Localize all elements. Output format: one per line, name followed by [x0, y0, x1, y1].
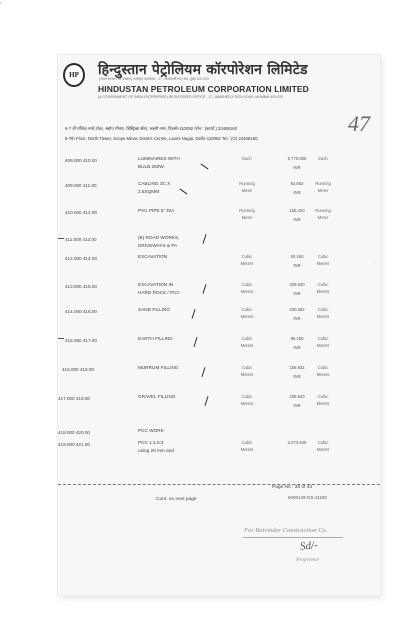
per-line: Cubic [317, 307, 329, 312]
item-rate-unit [310, 253, 336, 267]
item-rate-unit [310, 306, 336, 320]
per-line: Meters [316, 289, 330, 294]
description-line: LUMINAIRES WITH [138, 156, 180, 161]
description-line: MURRUM FILLING [138, 365, 179, 370]
company-name-hindi: हिन्दुस्तान पेट्रोलियम कॉरपोरेशन लिमिटेड [98, 62, 308, 78]
item-unit [234, 364, 260, 378]
per-line: Cubic [317, 394, 329, 399]
item-code: 410.000 412.00 [65, 210, 97, 215]
item-description [138, 306, 170, 314]
document-id: 6000149-GS-11100 [288, 495, 327, 500]
unit-line: Each [242, 156, 252, 161]
item-unit [234, 155, 260, 162]
item-rate [282, 252, 312, 270]
per-line: Meters [316, 261, 330, 266]
item-code: 417.000 419.00 [58, 396, 90, 401]
unit-line: Meters [240, 314, 254, 319]
description-line: GRAVEL FILLING [138, 394, 176, 399]
scan-edge-mark: - [370, 261, 377, 263]
rate-line: 2,073.640 [287, 440, 307, 445]
unit-line: Meters [240, 372, 254, 377]
unit-line: Meters [240, 289, 254, 294]
per-line: Cubic [317, 365, 329, 370]
item-description [138, 155, 180, 171]
checkmark-tick [204, 396, 208, 406]
unit-line: Meter [241, 188, 253, 193]
unit-line: Cubic [241, 394, 253, 399]
per-line: Cubic [317, 254, 329, 259]
item-code: 415.000 417.00 [65, 338, 97, 343]
item-unit [234, 393, 260, 407]
item-rate-unit [310, 439, 336, 453]
unit-line: Meters [240, 261, 254, 266]
unit-line: Meters [240, 447, 254, 452]
item-description [138, 335, 173, 343]
per-line: Meters [316, 314, 330, 319]
description-line: PCC 1:1.5:3 [138, 440, 164, 445]
rate-line: 158.932 [289, 365, 305, 370]
item-unit [234, 281, 260, 295]
company-name-english: HINDUSTAN PETROLEUM CORPORATION LIMITED [98, 84, 309, 94]
margin-pen-mark [58, 238, 64, 239]
rate-line: 92.852 [290, 181, 304, 186]
description-line: PVC PIPE 6" DIA [138, 208, 175, 213]
scan-corner-mark: • [0, 0, 2, 5]
item-rate [282, 334, 312, 352]
rate-line: 5,770.000 [287, 156, 307, 161]
rate-line: INR [293, 403, 301, 408]
description-line: SAND FILLING [138, 307, 171, 312]
item-rate [282, 280, 312, 298]
rate-line: INR [293, 263, 301, 268]
margin-pen-mark [58, 338, 64, 339]
item-rate-unit [310, 335, 336, 349]
unit-line: Cubic [241, 365, 253, 370]
description-line: DRIVEWAYS & PA [138, 243, 178, 248]
item-rate [282, 154, 312, 172]
per-line: Cubic [317, 282, 329, 287]
rate-line: 199.540 [289, 394, 305, 399]
item-unit [234, 180, 260, 194]
description-line: HARD ROCK / PCC [138, 290, 180, 295]
per-line: Meters [316, 372, 330, 377]
description-line: EXCAVATION IN [138, 282, 174, 287]
per-line: Running [315, 181, 331, 186]
per-line: Meters [316, 447, 330, 452]
registered-office-hindi: (भारत सरकार का उपक्रम) पंजीकृत कार्यालय : 17, जमशेदजी टाटा रोड, मुंबई 400 020 [99, 77, 210, 81]
item-description [138, 234, 179, 250]
description-line: PCC WORK [138, 428, 164, 433]
item-description [138, 439, 174, 455]
handwritten-page-number: 47 [348, 111, 370, 136]
unit-line: Running [239, 208, 255, 213]
unit-line: Cubic [241, 282, 253, 287]
rate-line: INR [293, 316, 301, 321]
item-rate [282, 363, 312, 381]
continued-note: Cont. on next page [156, 497, 197, 502]
rate-line: INR [293, 165, 301, 170]
unit-line: Meters [240, 401, 254, 406]
checkmark-tick [191, 309, 195, 319]
items-table [58, 55, 380, 595]
rate-line: 190.682 [289, 307, 305, 312]
rate-line: INR [293, 345, 301, 350]
item-rate-unit [310, 393, 336, 407]
item-unit [234, 253, 260, 267]
item-code: 409.000 410.00 [65, 158, 97, 163]
item-unit [234, 335, 260, 349]
rate-line: INR [293, 374, 301, 379]
unit-line: Running [239, 181, 255, 186]
checkmark-tick [193, 337, 197, 347]
item-description [138, 364, 178, 372]
checkmark-tick [202, 234, 206, 244]
rate-line: 85.180 [290, 336, 304, 341]
rate-line: 155.420 [289, 208, 305, 213]
item-code: 413.000 415.00 [65, 284, 97, 289]
checkmark-tick [201, 164, 209, 170]
description-line: 2.5SQMM [138, 189, 160, 194]
item-code: 409.000 411.00 [65, 183, 97, 188]
item-unit [234, 439, 260, 453]
address-hindi: 6-7 वीं मंजिल नार्थ टॉवर, स्कोप मीनार, डिस्ट्रिक्ट सेंटर, लक्ष्मी नगर, दिल्ली-110092 फोन : (कार्या.) 22468160 [65, 126, 238, 131]
unit-line: Cubic [241, 254, 253, 259]
per-line: Cubic [317, 440, 329, 445]
per-line: Meter [317, 215, 329, 220]
document-page [58, 55, 380, 595]
rate-line: INR [293, 190, 301, 195]
item-code: 416.000 418.00 [62, 367, 94, 372]
item-rate [282, 392, 312, 410]
rate-line: INR [293, 217, 301, 222]
item-rate-unit [310, 281, 336, 295]
item-unit [234, 207, 260, 221]
company-stamp: For Balvinder Construction Co. [244, 527, 328, 534]
item-description [138, 207, 174, 215]
checkmark-tick [180, 189, 188, 195]
per-line: Each [318, 156, 328, 161]
signature: Sd/- [299, 539, 319, 553]
description-line: BULB 250W. [138, 164, 165, 169]
item-code: 414.000 416.00 [65, 309, 97, 314]
proprietor-label: Proprietor [296, 557, 320, 563]
item-code: 411.000 413.00 [65, 237, 97, 242]
per-line: Meter [317, 188, 329, 193]
item-rate [282, 305, 312, 323]
description-line: EXCAVATION [138, 254, 168, 259]
item-code: 419.000 421.00 [58, 442, 90, 447]
rate-line: INR [293, 291, 301, 296]
item-description [138, 281, 180, 297]
item-description [138, 180, 170, 196]
description-line: CABLING 3C X [138, 181, 171, 186]
page-number: Page No : 38 of 43 [272, 485, 313, 490]
description-line: (B) ROAD WORKS, [138, 235, 180, 240]
item-description [138, 393, 176, 401]
unit-line: Cubic [241, 440, 253, 445]
checkmark-tick [201, 367, 205, 377]
item-description [138, 427, 164, 435]
stamp-underline [243, 537, 343, 538]
per-line: Cubic [317, 336, 329, 341]
description-line: EARTH FILLING [138, 336, 173, 341]
rate-line: 93.160 [290, 254, 304, 259]
item-rate [282, 179, 312, 197]
item-code: 412.000 414.00 [65, 256, 97, 261]
checkmark-tick [202, 284, 206, 294]
enterprise-line: (A GOVERNMENT OF INDIA ENTERPRISE) REGISTERED OFFICE : 17, JAMSHEDJI TATA ROAD, MUMBAI 400 020 [98, 95, 284, 99]
per-line: Meters [316, 343, 330, 348]
divider-line [58, 484, 380, 485]
item-description [138, 253, 167, 261]
item-rate-unit [310, 155, 336, 162]
item-unit [234, 306, 260, 320]
item-rate-unit [310, 364, 336, 378]
unit-line: Cubic [241, 336, 253, 341]
item-rate-unit [310, 180, 336, 194]
unit-line: Meter [241, 215, 253, 220]
item-rate-unit [310, 207, 336, 221]
item-rate [282, 438, 312, 447]
per-line: Meters [316, 401, 330, 406]
hp-logo-icon: HP [63, 63, 85, 87]
per-line: Running [315, 208, 331, 213]
unit-line: Meters [240, 343, 254, 348]
rate-line: 326.840 [289, 282, 305, 287]
unit-line: Cubic [241, 307, 253, 312]
description-line: using 20 mm and [138, 448, 174, 453]
item-code: 418.000 420.00 [58, 430, 90, 435]
item-rate [282, 206, 312, 224]
address-english: 6-7th Floor, North Tower, Scope Minar, District Centre, Laxmi Nagar, Delhi-110092 Tel.: (O) 22468160 [65, 136, 258, 141]
